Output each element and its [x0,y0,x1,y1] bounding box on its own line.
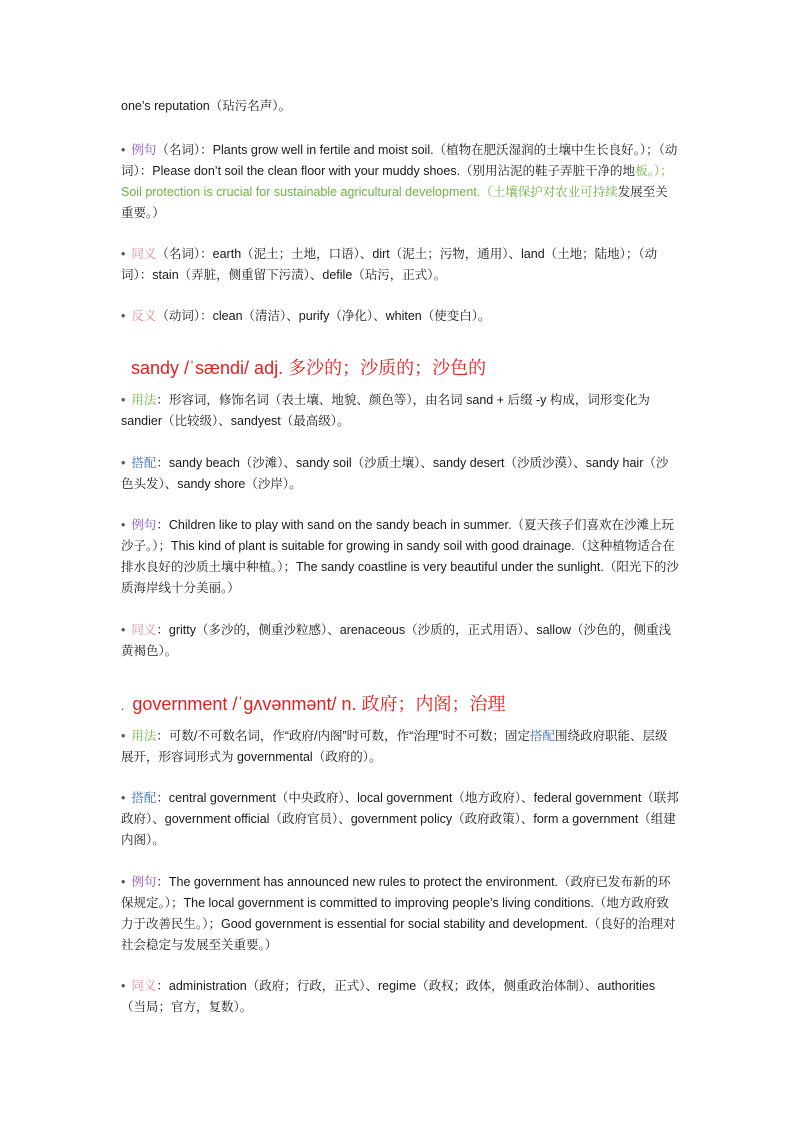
example-label: 例句 [131,143,157,157]
government-examples-paragraph [121,872,679,956]
government-usage-text-b: 围绕政府职能、层级展开，形容词形式为 governmental（政府的）。 [121,729,668,764]
soil-example-text-2: 板。）；Soil protection is crucial for sustainable agricultural development.（土壤保护对农业可持续 [121,164,673,199]
government-examples-text: ：The government has announced new rules to protect the environment.（政府已发布新的环保规定。）；The local government is committed to improving people’s living conditions.（地方政府致力于改善民生。）；Good government is essential for social stability and development.（良好的治理对社会稳定与发展至关重要。） [121,875,676,952]
government-heading: government /ˈɡʌvənmənt/ n. 政府；内阁；治理 [132,694,506,714]
government-collocations-text: ：central government（中央政府）、local government（地方政府）、federal government（联邦政府）、government official（政府官员）、government policy（政府政策）、form a government（组建内阁）。 [121,791,679,847]
inline-collocation-label: 搭配 [530,729,556,743]
government-heading-line [121,692,505,718]
sandy-collocations-text: ：sandy beach（沙滩）、sandy soil（沙质土壤）、sandy desert（沙质沙漠）、sandy hair（沙色头发）、sandy shore（沙岸）。 [121,456,669,491]
government-usage-text-a: ：可数/不可数名词，作“政府/内阁”时可数，作“治理”时不可数；固定 [156,729,531,743]
bullet: • [121,875,126,889]
example-label: 例句 [131,875,157,889]
bullet: • [121,309,126,323]
sandy-usage-text: ：形容词，修饰名词（表土壤、地貌、颜色等），由名词 sand + 后缀 -y 构成，词形变化为 sandier（比较级）、sandyest（最高级）。 [121,393,650,428]
soil-antonyms-text: （动词）：clean（清洁）、purify（净化）、whiten（使变白）。 [156,309,491,323]
bullet: • [121,143,126,157]
sandy-examples-text: ：Children like to play with sand on the sandy beach in summer.（夏天孩子们喜欢在沙滩上玩沙子。）；This kind of plant is suitable for growing in sandy soil with good drainage.（这种植物适合在排水良好的沙质土壤中种植。）；The sandy coastline is very beautiful under the sunlight.（阳光下的沙质海岸线十分美丽。） [121,518,679,595]
government-synonyms-paragraph [121,976,679,1018]
sandy-examples-paragraph [121,515,679,599]
bullet: • [121,393,126,407]
bullet: • [121,979,126,993]
soil-synonyms-text: （名词）：earth（泥土；土地，口语）、dirt（泥土；污物，通用）、land（土地；陆地）；（动词）：stain（弄脏，侧重留下污渍）、defile（玷污，正式）。 [121,247,658,282]
usage-label: 用法 [131,729,157,743]
collocations-label: 搭配 [131,791,157,805]
synonyms-label: 同义 [131,247,157,261]
collocations-label: 搭配 [131,456,157,470]
soil-synonyms-paragraph [121,244,679,286]
example-label: 例句 [131,518,157,532]
soil-example-paragraph [121,140,679,224]
government-synonyms-text: ：administration（政府；行政，正式）、regime（政权；政体，侧重政治体制）、authorities（当局；官方，复数）。 [121,979,656,1014]
sandy-synonyms-text: ：gritty（多沙的，侧重沙粒感）、arenaceous（沙质的，正式用语）、sallow（沙色的，侧重浅黄褐色）。 [121,623,672,658]
bullet: • [121,518,126,532]
antonyms-label: 反义 [131,309,157,323]
soil-example-text-1: （名词）：Plants grow well in fertile and moist soil.（植物在肥沃湿润的土壤中生长良好。）；（动词）：Please don’t soil the clean floor with your muddy shoes.（别用沾泥的鞋子弄脏干净的地 [121,143,678,178]
soil-antonyms-paragraph [121,306,679,327]
bullet: • [121,791,126,805]
sandy-usage-paragraph [121,390,679,432]
usage-label: 用法 [131,393,157,407]
sandy-collocations-paragraph [121,453,679,495]
synonyms-label: 同义 [131,623,157,637]
sandy-heading: sandy /ˈsændi/ adj. 多沙的；沙质的；沙色的 [131,358,487,378]
synonyms-label: 同义 [131,979,157,993]
soil-continued-line: one’s reputation（玷污名声）。 [121,99,291,113]
bullet: • [121,729,126,743]
government-usage-paragraph [121,726,679,768]
bullet: • [121,623,126,637]
bullet: • [121,456,126,470]
heading-dot: . [121,699,125,713]
government-collocations-paragraph [121,788,679,851]
bullet: • [121,247,126,261]
soil-example-text-3: 发展至关重要。） [121,185,668,220]
sandy-synonyms-paragraph [121,620,679,662]
